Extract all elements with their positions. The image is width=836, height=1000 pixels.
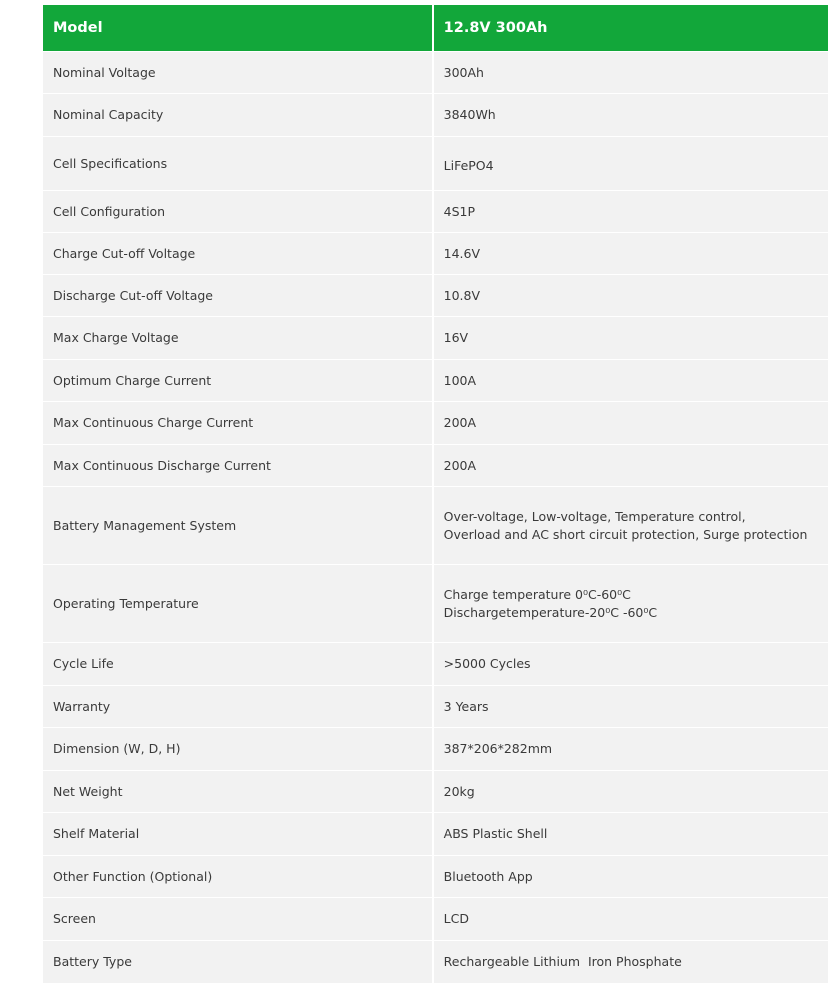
table-row [43,445,828,487]
spec-value: 10.8V [433,275,828,317]
table-row [43,191,828,233]
spec-label: Warranty [43,686,433,728]
spec-label: Battery Management System [43,487,433,565]
spec-label: Max Continuous Charge Current [43,402,433,445]
spec-label: Operating Temperature [43,565,433,643]
table-row [43,402,828,445]
spec-value: Bluetooth App [433,856,828,898]
spec-value: 200A [433,402,828,445]
spec-value: LCD [433,898,828,941]
spec-label: Max Charge Voltage [43,317,433,360]
table-row [43,686,828,728]
table-row [43,137,828,191]
header-value-cell: 12.8V 300Ah [433,5,828,52]
spec-value: 387*206*282mm [433,728,828,771]
spec-value: 3 Years [433,686,828,728]
table-row [43,643,828,686]
table-row [43,898,828,941]
spec-label: Nominal Voltage [43,52,433,94]
spec-value: 300Ah [433,52,828,94]
spec-value: Over-voltage, Low-voltage, Temperature control, Overload and AC short circuit protection, Surge protection [433,487,828,565]
spec-label: Discharge Cut-off Voltage [43,275,433,317]
spec-label: Battery Type [43,941,433,983]
table-row [43,941,828,983]
battery-spec-table [43,5,828,983]
table-row [43,52,828,94]
spec-label: Charge Cut-off Voltage [43,233,433,275]
spec-value: ABS Plastic Shell [433,813,828,856]
table-row [43,317,828,360]
spec-value: 100A [433,360,828,402]
spec-label: Max Continuous Discharge Current [43,445,433,487]
table-row [43,487,828,565]
spec-label: Dimension (W, D, H) [43,728,433,771]
table-header-row [43,5,828,52]
spec-value: 4S1P [433,191,828,233]
spec-label: Other Function (Optional) [43,856,433,898]
spec-label: Cycle Life [43,643,433,686]
spec-label: Net Weight [43,771,433,813]
spec-value: LiFePO4 [433,137,828,191]
spec-value: Charge temperature 0⁰C-60⁰C Dischargetemperature-20⁰C -60⁰C [433,565,828,643]
table-row [43,275,828,317]
spec-value: 20kg [433,771,828,813]
spec-value: 3840Wh [433,94,828,137]
table-row [43,771,828,813]
spec-label: Cell Specifications [43,137,433,191]
spec-value: >5000 Cycles [433,643,828,686]
spec-value: 200A [433,445,828,487]
table-row [43,94,828,137]
spec-value: Rechargeable Lithium Iron Phosphate [433,941,828,983]
spec-label: Shelf Material [43,813,433,856]
spec-value: 14.6V [433,233,828,275]
header-label-cell: Model [43,5,433,52]
table-row [43,728,828,771]
spec-label: Screen [43,898,433,941]
table-row [43,856,828,898]
spec-label: Optimum Charge Current [43,360,433,402]
spec-label: Cell Configuration [43,191,433,233]
table-row [43,565,828,643]
table-row [43,813,828,856]
table-row [43,360,828,402]
spec-value: 16V [433,317,828,360]
table-row [43,233,828,275]
spec-label: Nominal Capacity [43,94,433,137]
